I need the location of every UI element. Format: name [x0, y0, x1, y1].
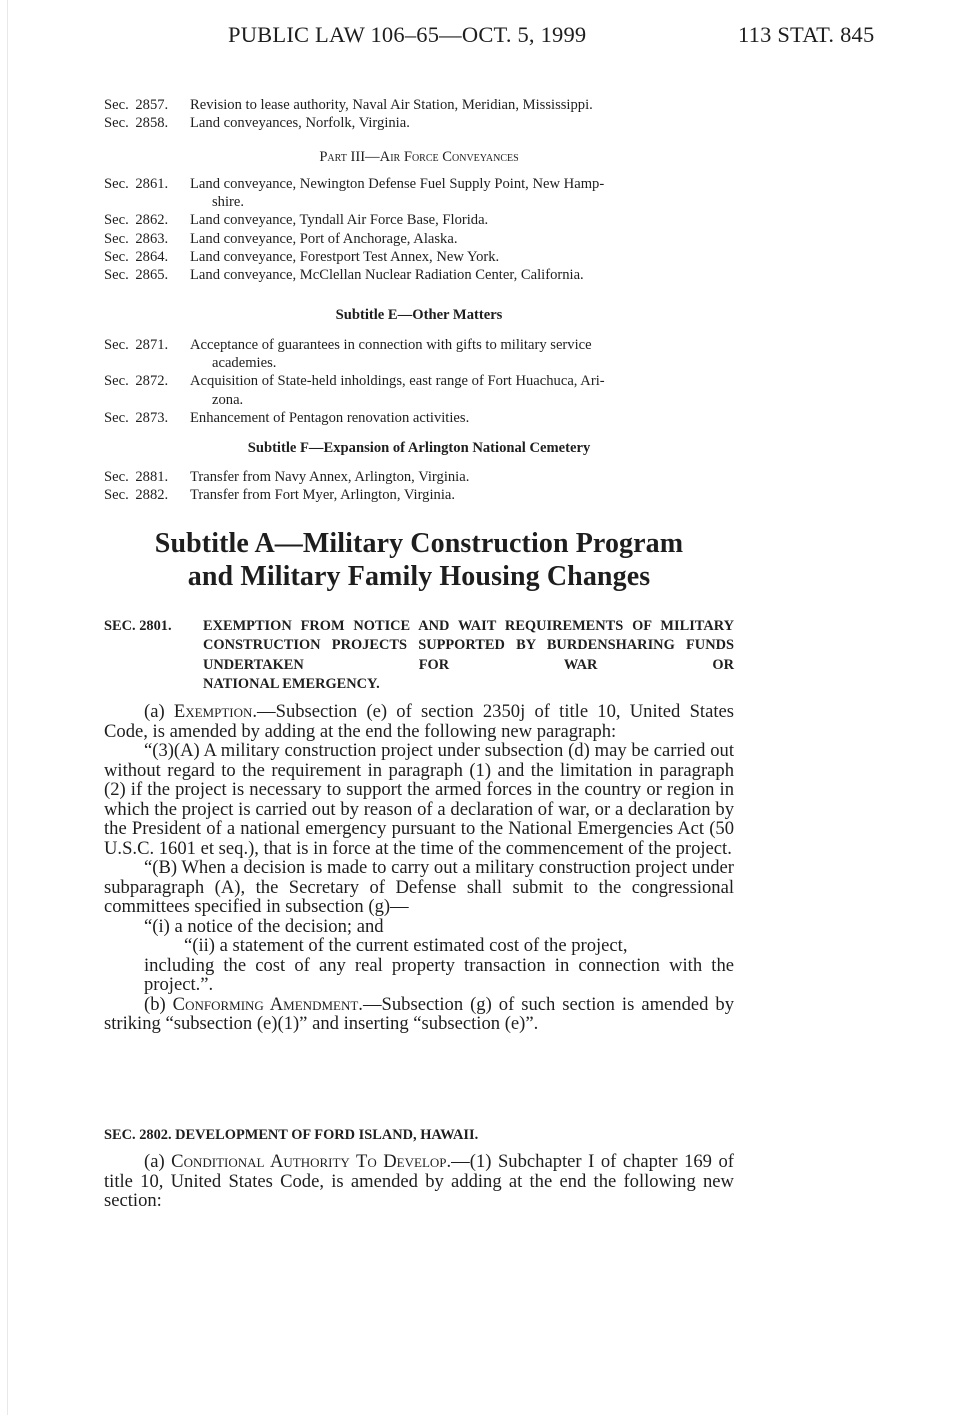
- toc-item: [104, 409, 734, 427]
- sec-2802-body: [104, 1152, 734, 1211]
- clause-i: [104, 917, 734, 937]
- toc-section-title: Land conveyance, Forestport Test Annex, New York.: [190, 248, 500, 265]
- subsection-label: (b): [144, 993, 173, 1015]
- toc-section-title-line2: zona.: [212, 391, 244, 408]
- toc-section-title-line1: Acquisition of State-held inholdings, east range of Fort Huachuca, Ari-: [190, 373, 605, 390]
- toc-part-ii-tail: [104, 96, 734, 132]
- paragraph-3A: “(3)(A) A military construction project under subsection (d) may be carried out without regard to the requirement in paragraph (1) and the limitation in paragraph (2) if the project is necessary to support the armed forces in the country or region in which the project is carried out by reason of a declaration of war, or a declaration by the President of a national emergency pursuant to the National Emergencies Act (50 U.S.C. 1601 et seq.), that is in force at the time of the commencement of the project.: [104, 740, 734, 859]
- paragraph-B: “(B) When a decision is made to carry out a military construction project under subparagraph (A), the Secretary of Defense shall submit to the congressional committees specified in subsection (g)—: [104, 857, 734, 917]
- sec-2801-heading: [104, 617, 734, 695]
- running-head-title: PUBLIC LAW 106–65—OCT. 5, 1999: [228, 22, 587, 47]
- toc-section-number: Sec. 2862.: [104, 212, 169, 229]
- toc-section-title-line2: academies.: [212, 355, 277, 372]
- subsection-b: [104, 995, 734, 1034]
- toc-section-title-line2: shire.: [212, 194, 245, 211]
- toc-section-number: Sec. 2873.: [104, 409, 169, 426]
- toc-item: [104, 336, 734, 372]
- toc-section-number: Sec. 2881.: [104, 469, 169, 485]
- toc-section-number: Sec. 2882.: [104, 487, 169, 504]
- sec-2802-heading: SEC. 2802. DEVELOPMENT OF FORD ISLAND, HAWAII.: [104, 1127, 479, 1143]
- clause-ii-first-line: “(ii) a statement of the current estimated cost of the project,: [184, 935, 628, 956]
- toc-section-title: Land conveyance, Tyndall Air Force Base, Florida.: [190, 212, 489, 229]
- toc-section-title: Land conveyance, McClellan Nuclear Radiation Center, California.: [190, 267, 584, 284]
- toc-item: [104, 468, 734, 486]
- subtitle-a-line2: and Military Family Housing Changes: [187, 561, 651, 592]
- subsection-a: [104, 702, 734, 741]
- toc-subtitle-e: [104, 336, 734, 427]
- section-title: [203, 617, 734, 695]
- subsection-caption: Exemption.: [173, 701, 258, 722]
- toc-part-iii-heading: Part III—Air Force Conveyances: [319, 149, 519, 165]
- section-title-line: NATIONAL EMERGENCY.: [203, 676, 380, 693]
- toc-section-number: Sec. 2871.: [104, 337, 169, 353]
- toc-section-number: Sec. 2857.: [104, 97, 169, 113]
- toc-item: [104, 266, 734, 284]
- toc-subtitle-f: [104, 468, 734, 504]
- toc-section-title-line1: Land conveyance, Newington Defense Fuel Supply Point, New Hamp-: [190, 176, 605, 192]
- subtitle-a-line1: Subtitle A—Military Construction Program: [154, 528, 684, 559]
- toc-section-number: Sec. 2872.: [104, 373, 169, 390]
- toc-section-number: Sec. 2861.: [104, 176, 169, 192]
- subtitle-a-heading: [104, 527, 734, 593]
- toc-section-title: [190, 336, 734, 372]
- toc-item: [104, 248, 734, 266]
- toc-section-number: Sec. 2865.: [104, 267, 169, 284]
- toc-section-number: Sec. 2864.: [104, 248, 169, 265]
- subsection-label: (a): [144, 1151, 172, 1172]
- sec-2801-body: [104, 702, 734, 1034]
- toc-subtitle-e-heading: Subtitle E—Other Matters: [335, 307, 503, 323]
- subsection-a: [104, 1152, 734, 1211]
- section-title-line: EXEMPTION FROM NOTICE AND WAIT REQUIREMENTS OF: [203, 618, 652, 634]
- toc-section-title: Transfer from Fort Myer, Arlington, Virginia.: [190, 487, 455, 504]
- toc-section-title: Revision to lease authority, Naval Air Station, Meridian, Mississippi.: [190, 97, 593, 113]
- subsection-caption: Conforming Amendment.: [172, 993, 363, 1015]
- subsection-text: —Subsection (e) of section 2350j of title 10, United States Code, is amended by adding at the end the following new paragraph:: [104, 701, 734, 742]
- toc-item: [104, 230, 734, 248]
- toc-section-title: [190, 372, 734, 408]
- section-title-line: BURDENSHARING FUNDS UNDERTAKEN FOR WAR OR: [203, 637, 734, 673]
- section-number: SEC. 2801.: [104, 618, 172, 634]
- clause-ii-rest: including the cost of any real property transaction in connection with the project.”.: [144, 954, 734, 995]
- subsection-caption: Conditional Authority To Develop.: [171, 1151, 452, 1172]
- toc-section-title-line1: Acceptance of guarantees in connection with gifts to military service: [190, 337, 592, 353]
- clause-ii: [104, 936, 734, 995]
- toc-item: [104, 486, 734, 504]
- toc-section-title: Transfer from Navy Annex, Arlington, Virginia.: [190, 469, 470, 485]
- subsection-text: —(1) Subchapter I of chapter 169 of title 10, United States Code, is amended by adding at the end the following new section:: [104, 1151, 734, 1211]
- toc-item: [104, 114, 734, 132]
- toc-section-number: Sec. 2863.: [104, 230, 169, 247]
- toc-section-title: Enhancement of Pentagon renovation activities.: [190, 409, 470, 426]
- running-head: [104, 22, 876, 52]
- toc-item: [104, 175, 734, 211]
- toc-section-title: [190, 175, 734, 211]
- subsection-label: (a): [144, 701, 174, 722]
- toc-section-title: Land conveyance, Port of Anchorage, Alaska.: [190, 230, 458, 247]
- section-title-line: MILITARY CONSTRUCTION PROJECTS SUPPORTED BY: [203, 618, 734, 654]
- toc-item: [104, 372, 734, 408]
- toc-item: [104, 96, 734, 114]
- statute-page-number: 113 STAT. 845: [738, 22, 875, 47]
- subsection-text: —Subsection (g) of such section is amended by striking “subsection (e)(1)” and inserting “subsection (e)”.: [104, 993, 734, 1034]
- toc-section-number: Sec. 2858.: [104, 115, 169, 132]
- toc-item: [104, 211, 734, 229]
- toc-section-title: Land conveyances, Norfolk, Virginia.: [190, 115, 410, 132]
- clause-i-text: “(i) a notice of the decision; and: [144, 915, 384, 937]
- toc-part-iii: [104, 175, 734, 284]
- page-edge-line: [7, 0, 8, 1415]
- toc-subtitle-f-heading: Subtitle F—Expansion of Arlington National Cemetery: [247, 440, 591, 456]
